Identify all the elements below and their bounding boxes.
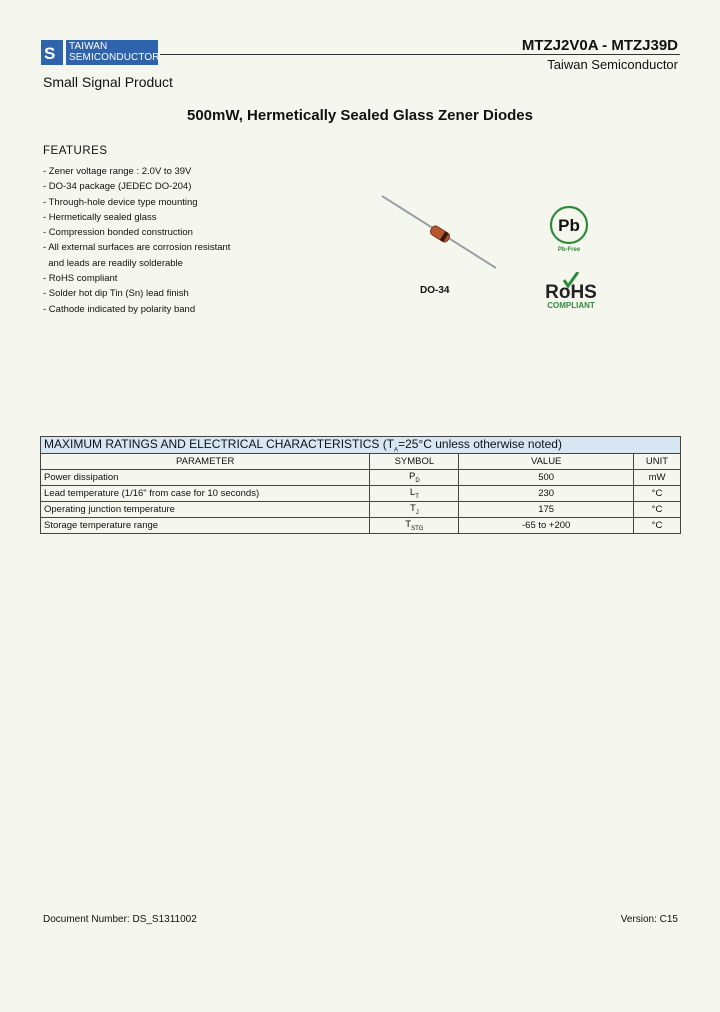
cell-parameter: Power dissipation [41, 470, 370, 486]
pb-text: Pb [558, 216, 580, 235]
cell-symbol: $P_D$ [370, 470, 459, 486]
compliant-text: COMPLIANT [547, 301, 595, 310]
document-number: Document Number: DS_S1311002 [43, 914, 197, 925]
feature-item: - Compression bonded construction [43, 227, 193, 239]
part-range-title: MTZJ2V0A - MTZJ39D [521, 37, 678, 54]
feature-item: - Cathode indicated by polarity band [43, 303, 196, 315]
cell-unit: °C [634, 502, 681, 518]
cell-parameter: Storage temperature range [41, 518, 370, 534]
ratings-table [40, 436, 681, 534]
table-row [41, 502, 681, 518]
product-line: Small Signal Product [43, 74, 173, 90]
table-row [41, 518, 681, 534]
cell-symbol: $T_J$ [370, 502, 459, 518]
feature-item: - All external surfaces are corrosion resistant [43, 242, 231, 254]
logo-text [66, 40, 158, 65]
rohs-compliant-icon [540, 272, 602, 312]
header-parameter: PARAMETER [41, 454, 370, 470]
pb-free-label: Pb-Free [557, 247, 581, 253]
header-symbol: SYMBOL [370, 454, 459, 470]
svg-text:S: S [44, 44, 56, 63]
feature-item: - DO-34 package (JEDEC DO-204) [43, 181, 192, 193]
document-version: Version: C15 [620, 914, 678, 925]
cell-unit: °C [634, 486, 681, 502]
diode-package-icon [378, 190, 503, 275]
features-heading: FEATURES [43, 145, 108, 157]
logo-line1: TAIWAN [69, 41, 108, 52]
feature-item: - Zener voltage range : 2.0V to 39V [43, 166, 192, 177]
table-header-row [41, 454, 681, 470]
header-value: VALUE [459, 454, 634, 470]
table-caption: MAXIMUM RATINGS AND ELECTRICAL CHARACTERISTICS ($T_A=25^\circ C$ unless otherwise noted) [41, 437, 681, 454]
rohs-text: RoHS [545, 282, 597, 303]
package-label: DO-34 [420, 285, 450, 296]
cell-value: -65 to +200 [459, 518, 634, 534]
feature-item: and leads are readily solderable [43, 257, 183, 269]
cell-parameter: Lead temperature (1/16" from case for 10 seconds) [41, 486, 370, 502]
table-row [41, 470, 681, 486]
document-title: 500mW, Hermetically Sealed Glass Zener Diodes [187, 107, 533, 124]
feature-item: - Solder hot dip Tin (Sn) lead finish [43, 288, 189, 300]
table-caption-row [41, 437, 681, 454]
cell-value: 230 [459, 486, 634, 502]
cell-value: 175 [459, 502, 634, 518]
cell-unit: °C [634, 518, 681, 534]
cell-symbol: $T_{STG}$ [370, 518, 459, 534]
cell-parameter: Operating junction temperature [41, 502, 370, 518]
feature-item: - Hermetically sealed glass [43, 211, 157, 223]
feature-item: - Through-hole device type mounting [43, 196, 198, 208]
cell-symbol: $L_T$ [370, 486, 459, 502]
header-unit: UNIT [634, 454, 681, 470]
cell-unit: mW [634, 470, 681, 486]
feature-item: - RoHS compliant [43, 273, 118, 285]
header-divider [160, 54, 680, 55]
pb-free-icon [547, 205, 591, 253]
cell-value: 500 [459, 470, 634, 486]
company-name: Taiwan Semiconductor [547, 57, 678, 72]
table-row [41, 486, 681, 502]
logo-mark-icon [41, 40, 63, 65]
logo-line2: SEMICONDUCTOR [69, 52, 160, 63]
features-list [43, 164, 230, 317]
company-logo [41, 40, 158, 65]
